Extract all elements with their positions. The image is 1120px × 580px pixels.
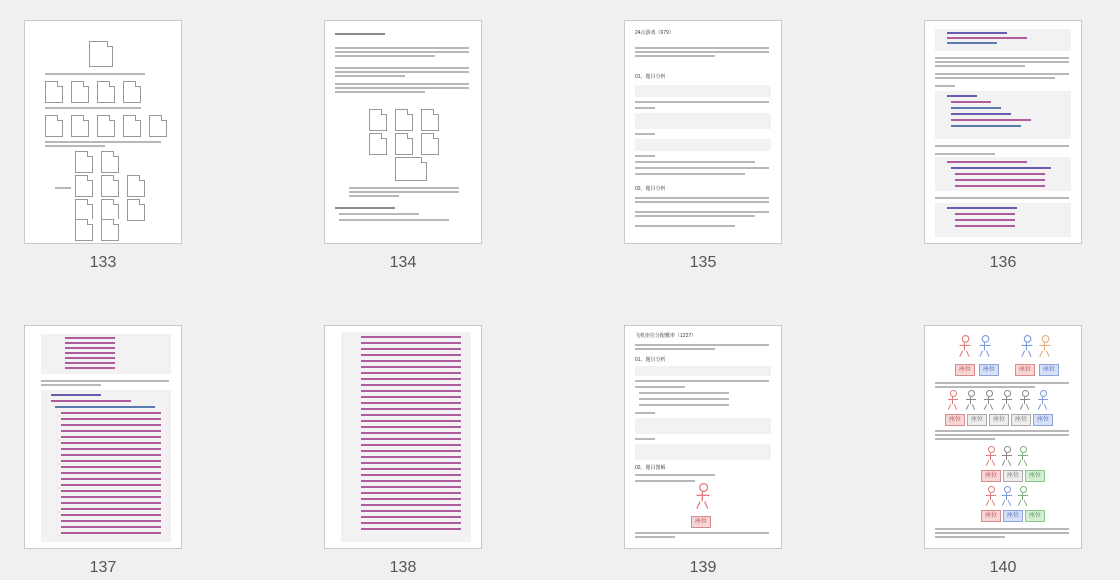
person-icon xyxy=(1020,335,1033,357)
person-icon xyxy=(1037,390,1049,410)
person-icon xyxy=(958,335,971,357)
file-icon xyxy=(75,199,93,221)
page-preview[interactable] xyxy=(624,20,782,244)
seat-label: 座位 xyxy=(955,364,975,376)
page-preview[interactable] xyxy=(24,20,182,244)
seat-label: 座位 xyxy=(989,414,1009,426)
file-icon xyxy=(75,219,93,241)
section-heading: 02、题目图解 xyxy=(635,465,666,471)
page-thumbnail-137[interactable] xyxy=(24,325,182,576)
person-icon xyxy=(947,390,959,410)
file-icon xyxy=(395,133,413,155)
page-preview[interactable] xyxy=(924,20,1082,244)
person-icon xyxy=(978,335,991,357)
page-preview[interactable] xyxy=(924,325,1082,549)
file-icon xyxy=(127,199,145,221)
seat-label: 座位 xyxy=(1033,414,1053,426)
page-preview[interactable] xyxy=(324,20,482,244)
file-icon xyxy=(395,157,427,181)
person-icon xyxy=(983,390,995,410)
person-icon xyxy=(965,390,977,410)
page-number: 138 xyxy=(389,559,417,576)
seat-label: 座位 xyxy=(981,470,1001,482)
seat-label: 座位 xyxy=(1011,414,1031,426)
seat-label: 座位 xyxy=(1003,470,1023,482)
file-icon xyxy=(75,175,93,197)
seat-label: 座位 xyxy=(981,510,1001,522)
page-number: 133 xyxy=(89,254,117,271)
person-icon xyxy=(1001,486,1013,506)
file-icon xyxy=(75,151,93,173)
page-thumbnail-134[interactable] xyxy=(324,20,482,271)
seat-label: 座位 xyxy=(691,516,711,528)
file-icon xyxy=(89,41,113,67)
page-thumbnail-133[interactable] xyxy=(24,20,182,271)
person-icon xyxy=(1017,486,1029,506)
file-icon xyxy=(123,81,141,103)
file-icon xyxy=(97,81,115,103)
file-icon xyxy=(101,199,119,221)
page-number: 140 xyxy=(989,559,1017,576)
page-number: 134 xyxy=(389,254,417,271)
file-icon xyxy=(369,109,387,131)
page-number: 139 xyxy=(689,559,717,576)
page-heading: 24点游戏（679） xyxy=(635,30,674,36)
person-icon xyxy=(1017,446,1029,466)
page-number: 135 xyxy=(689,254,717,271)
seat-label: 座位 xyxy=(1039,364,1059,376)
person-icon xyxy=(1038,335,1051,357)
file-icon xyxy=(71,115,89,137)
file-icon xyxy=(45,115,63,137)
page-number: 137 xyxy=(89,559,117,576)
file-icon xyxy=(395,109,413,131)
page-thumbnail-136[interactable] xyxy=(924,20,1082,271)
person-icon xyxy=(1001,390,1013,410)
file-icon xyxy=(421,133,439,155)
file-icon xyxy=(421,109,439,131)
page-thumbnail-139[interactable] xyxy=(624,325,782,576)
seat-label: 座位 xyxy=(979,364,999,376)
page-thumbnail-140[interactable] xyxy=(924,325,1082,576)
seat-label: 座位 xyxy=(1025,470,1045,482)
file-icon xyxy=(369,133,387,155)
page-preview[interactable] xyxy=(624,325,782,549)
file-icon xyxy=(149,115,167,137)
person-icon xyxy=(985,486,997,506)
page-preview[interactable] xyxy=(324,325,482,549)
file-icon xyxy=(127,175,145,197)
seat-label: 座位 xyxy=(1025,510,1045,522)
file-icon xyxy=(45,81,63,103)
file-icon xyxy=(71,81,89,103)
page-thumbnail-135[interactable] xyxy=(624,20,782,271)
seat-label: 座位 xyxy=(945,414,965,426)
file-icon xyxy=(101,219,119,241)
page-heading: 飞机座位分配概率（1227） xyxy=(635,333,697,339)
person-icon xyxy=(1019,390,1031,410)
page-thumbnail-138[interactable] xyxy=(324,325,482,576)
seat-label: 座位 xyxy=(1015,364,1035,376)
file-icon xyxy=(101,175,119,197)
person-icon xyxy=(985,446,997,466)
seat-label: 座位 xyxy=(1003,510,1023,522)
person-icon xyxy=(695,483,711,509)
section-heading: 01、题目分析 xyxy=(635,357,666,363)
page-number: 136 xyxy=(989,254,1017,271)
seat-label: 座位 xyxy=(967,414,987,426)
file-icon xyxy=(101,151,119,173)
file-icon xyxy=(123,115,141,137)
person-icon xyxy=(1001,446,1013,466)
section-heading: 02、题目分析 xyxy=(635,186,666,192)
file-icon xyxy=(97,115,115,137)
section-heading: 01、题目分析 xyxy=(635,74,666,80)
page-preview[interactable] xyxy=(24,325,182,549)
